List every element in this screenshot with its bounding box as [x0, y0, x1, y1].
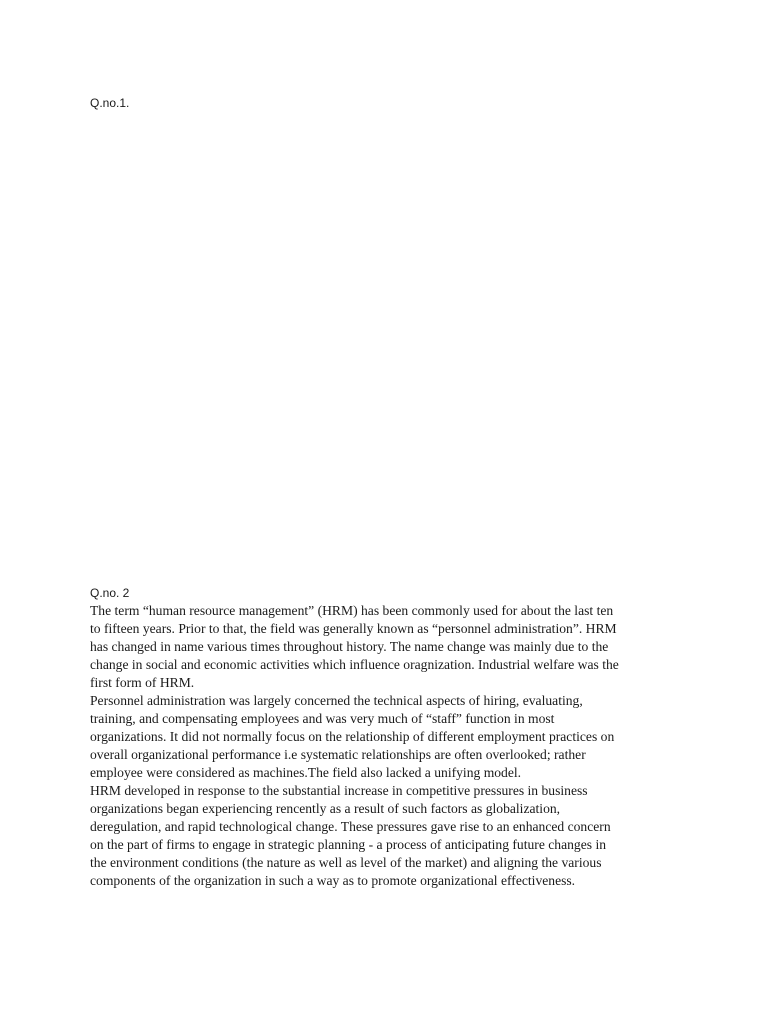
answer-line: organizations. It did not normally focus on the relationship of different employment practices on [90, 729, 615, 744]
answer-line: has changed in name various times throughout history. The name change was mainly due to the [90, 639, 609, 654]
answer-line: change in social and economic activities which influence oragnization. Industrial welfare was the [90, 657, 619, 672]
answer-line: to fifteen years. Prior to that, the field was generally known as “personnel administration”. HRM [90, 621, 617, 636]
question-2-heading: Q.no. 2 [90, 586, 130, 600]
answer-line: deregulation, and rapid technological change. These pressures gave rise to an enhanced concern [90, 819, 611, 834]
question-1-heading: Q.no.1. [90, 96, 130, 110]
answer-line: Personnel administration was largely concerned the technical aspects of hiring, evaluating, [90, 693, 583, 708]
answer-line: The term “human resource management” (HRM) has been commonly used for about the last ten [90, 603, 614, 618]
answer-line: on the part of firms to engage in strategic planning - a process of anticipating future changes in [90, 837, 607, 852]
answer-line: employee were considered as machines.The field also lacked a unifying model. [90, 765, 522, 780]
answer-line: organizations began experiencing rencently as a result of such factors as globalization, [90, 801, 561, 816]
question-2-answer [90, 602, 690, 890]
answer-line: the environment conditions (the nature as well as level of the market) and aligning the various [90, 855, 602, 870]
answer-line: components of the organization in such a way as to promote organizational effectiveness. [90, 873, 576, 888]
answer-line: HRM developed in response to the substantial increase in competitive pressures in business [90, 783, 588, 798]
answer-line: training, and compensating employees and was very much of “staff” function in most [90, 711, 555, 726]
answer-line: overall organizational performance i.e systematic relationships are often overlooked; rather [90, 747, 586, 762]
answer-line: first form of HRM. [90, 675, 195, 690]
